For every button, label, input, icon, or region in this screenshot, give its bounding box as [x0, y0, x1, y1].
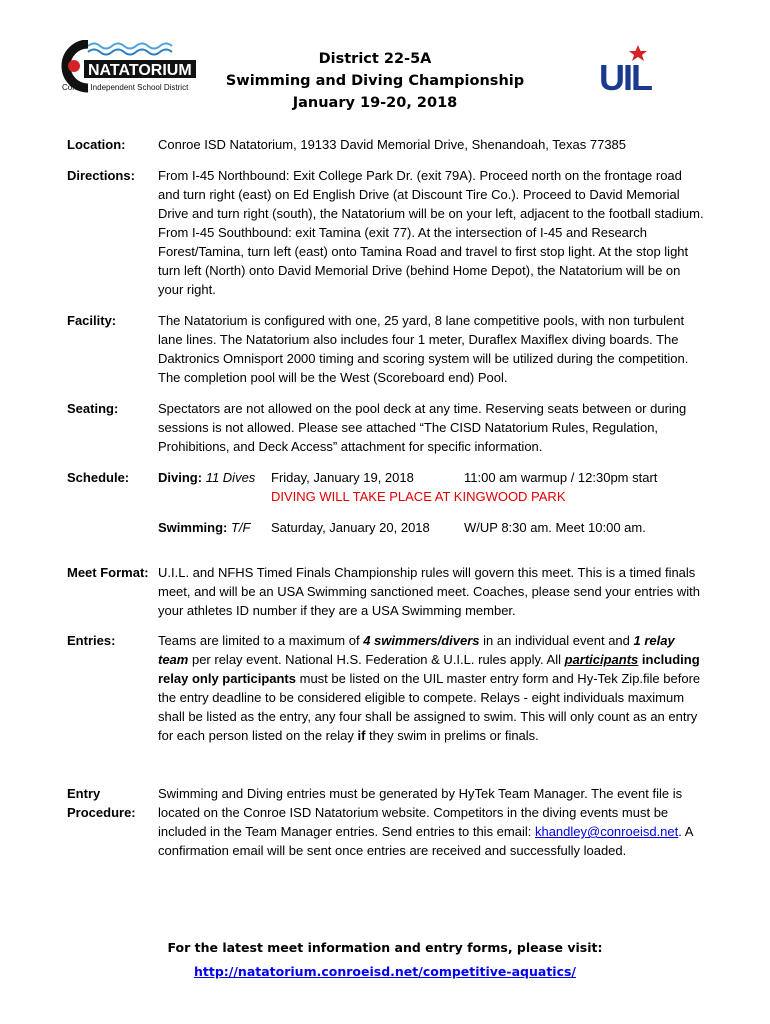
entry-procedure-text: [158, 784, 707, 860]
location-label: Location:: [67, 137, 126, 152]
title-dates: January 19-20, 2018: [292, 95, 458, 111]
swimming-schedule: [158, 518, 707, 537]
directions-label: Directions:: [67, 168, 135, 183]
entry-procedure-text-2: . A confirmation email will be sent once entries are received and successfully loaded.: [158, 824, 693, 858]
seating-text: Spectators are not allowed on the pool deck at any time. Reserving seats between or during sessions is not allowed. Please see attached “The CISD Natatorium Rules, Regulation, Prohibitions, and Deck Access” attachment for specific information.: [158, 401, 687, 454]
swimming-detail: T/F: [230, 520, 251, 535]
footer: [0, 936, 770, 984]
natatorium-logo-subtitle: Conroe Independent School District: [62, 83, 189, 92]
entry-procedure-text-1: Swimming and Diving entries must be generated by HyTek Team Manager. The event file is located on the Conroe ISD Natatorium website. Competitors in the diving events must be included in the Team Manager entries. Send entries to this email:: [158, 786, 683, 839]
entries-limit-swimmers: 4 swimmers/divers: [363, 633, 480, 648]
entries-participants: participants: [564, 652, 639, 667]
schedule-section: [67, 468, 707, 537]
facility-label: Facility:: [67, 313, 117, 328]
diving-time: 11:00 am warmup / 12:30pm start: [464, 470, 658, 485]
seating-label: Seating:: [67, 401, 119, 416]
page-title: [210, 48, 540, 114]
swimming-time: W/UP 8:30 am. Meet 10:00 am.: [464, 520, 646, 535]
directions-text: From I-45 Northbound: Exit College Park Dr. (exit 79A). Proceed north on the frontage road and turn right (east) on Ed English Drive (at Discount Tire Co.). Proceed to David Memorial Drive and turn right (south), the Natatorium will be on your left, adjacent to the football stadium. From I-45 Southbound: exit Tamina (exit 77). At the intersection of I-45 and Research Forest/Tamina, turn left (east) onto Tamina Road and travel to first stop light. At the stop light turn left (North) onto David Memorial Drive (behind Home Depot), the Natatorium will be on your right.: [158, 168, 704, 297]
entries-text-2: in an individual event and: [479, 633, 634, 648]
diving-schedule: [158, 468, 707, 487]
title-district: District 22-5A: [318, 51, 432, 67]
entries-relay-only: including relay only participants: [158, 652, 700, 686]
diving-detail: 11 Dives: [205, 470, 256, 485]
facility-section: [67, 311, 707, 387]
entries-label: Entries:: [67, 633, 116, 648]
title-event: Swimming and Diving Championship: [225, 73, 525, 89]
swimming-date: Saturday, January 20, 2018: [271, 520, 430, 535]
entry-procedure-label: [67, 784, 162, 822]
entries-text-5: they swim in prelims or finals.: [365, 728, 539, 743]
entry-procedure-label-2: Procedure:: [67, 805, 136, 820]
location-text: Conroe ISD Natatorium, 19133 David Memorial Drive, Shenandoah, Texas 77385: [158, 137, 627, 152]
entries-limit-relay: 1 relay team: [158, 633, 675, 667]
entries-if: if: [357, 728, 366, 743]
diving-location-note: DIVING WILL TAKE PLACE AT KINGWOOD PARK: [271, 489, 566, 504]
diving-date: Friday, January 19, 2018: [271, 470, 414, 485]
meet-format-text: U.I.L. and NFHS Timed Finals Championship rules will govern this meet. This is a timed finals meet, and will be an USA Swimming sanctioned meet. Coaches, please send your entries with your athletes ID number if they are a USA Swimming member.: [158, 565, 700, 618]
entry-procedure-section: [67, 784, 707, 860]
entries-text: [158, 631, 707, 745]
schedule-label: Schedule:: [67, 470, 130, 485]
entries-email-link[interactable]: khandley@conroeisd.net: [534, 824, 679, 839]
seating-section: [67, 399, 707, 456]
swimming-label: Swimming:: [158, 520, 228, 535]
natatorium-logo-name: NATATORIUM: [88, 62, 192, 79]
entries-section: [67, 631, 707, 745]
uil-logo: [598, 44, 662, 94]
diving-label: Diving:: [158, 470, 203, 485]
entry-procedure-label-1: Entry: [67, 786, 101, 801]
entries-text-3: per relay event. National H.S. Federation & U.I.L. rules apply. All: [188, 652, 565, 667]
meet-format-section: [67, 563, 707, 620]
directions-section: [67, 166, 707, 299]
footer-website-link[interactable]: http://natatorium.conroeisd.net/competitive-aquatics/: [194, 964, 576, 979]
location-section: [67, 135, 707, 154]
entries-text-1: Teams are limited to a maximum of: [158, 633, 364, 648]
natatorium-logo: [60, 40, 200, 100]
entries-text-4: must be listed on the UIL master entry form and Hy-Tek Zip.file before the entry deadline to be considered eligible to compete. Relays - eight individuals maximum shall be listed as the entry, any four shall be assigned to swim. This will only count as an entry for each person listed on the relay: [158, 671, 701, 743]
footer-note: For the latest meet information and entry forms, please visit:: [167, 940, 603, 955]
meet-format-label: Meet Format:: [67, 565, 149, 580]
facility-text: The Natatorium is configured with one, 25 yard, 8 lane competitive pools, with non turbulent lane lines. The Natatorium also includes four 1 meter, Duraflex Maxiflex diving boards. The Daktronics Omnisport 2000 timing and scoring system will be utilized during the competition. The completion pool will be the West (Scoreboard end) Pool.: [158, 313, 689, 385]
uil-logo-text: UIL: [599, 57, 651, 94]
